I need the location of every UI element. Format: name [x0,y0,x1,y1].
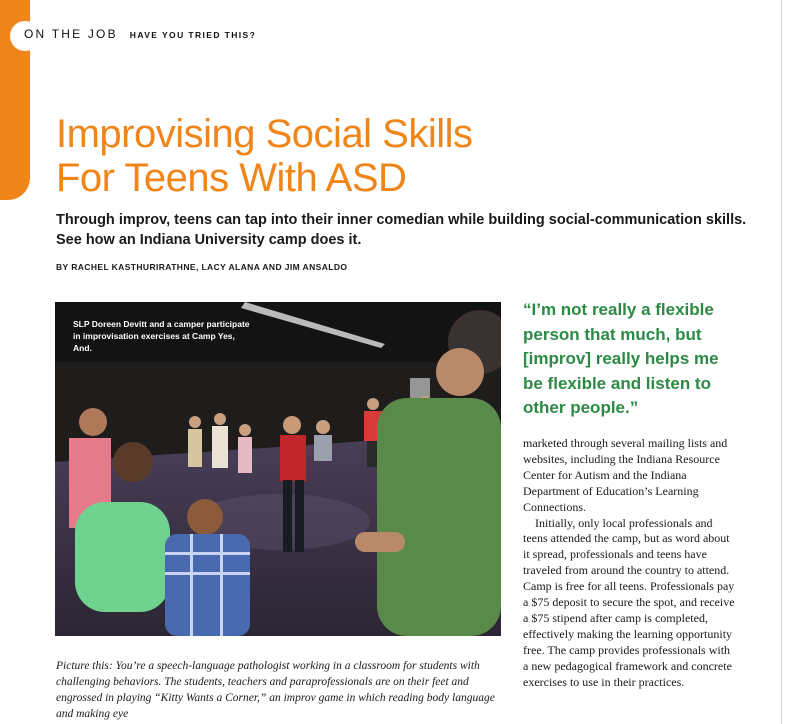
section-label: ON THE JOB [24,27,118,41]
byline: BY RACHEL KASTHURIRATHNE, LACY ALANA AND JIM ANSALDO [56,262,348,272]
body-paragraph-1: marketed through several mailing lists and websites, including the Indiana Resource Center for Autism and the Indiana Department of Education’s Learning Connections. [523,436,728,514]
body-column [523,436,735,691]
article-title-line-2: For Teens With ASD [56,156,407,200]
body-paragraph-2: Initially, only local professionals and teens attended the camp, but as word about it spread, professionals and teens have traveled from around the country to attend. Camp is free for all teens. Professionals pay a $75 deposit to secure the spot, and receive a $75 stipend after camp is completed, effectively making the learning opportunity free. The camp provides professionals with a new pedagogical framework and concrete exercises to use in their practices. [523,515,735,689]
article-title-line-1: Improvising Social Skills [56,112,473,156]
pull-quote: “I’m not really a flexible person that much, but [improv] really helps me be flexible and listen to other people.” [523,300,719,417]
article-photo [55,302,501,636]
article-title [56,112,656,200]
intro-paragraph: Picture this: You’re a speech-language pathologist working in a classroom for students with challenging behaviors. The students, teachers and paraprofessionals are on their feet and engrossed in playing “Kitty Wants a Corner,” an improv game in which reading body language and making eye [56,660,495,720]
subsection-label: HAVE YOU TRIED THIS? [129,30,257,40]
photo-caption: SLP Doreen Devitt and a camper participate in improvisation exercises at Camp Yes, And. [73,319,250,353]
running-header [24,27,256,45]
page-edge-rule [781,0,782,724]
article-dek: Through improv, teens can tap into their inner comedian while building social-communication skills. See how an Indiana University camp does it. [56,212,747,248]
